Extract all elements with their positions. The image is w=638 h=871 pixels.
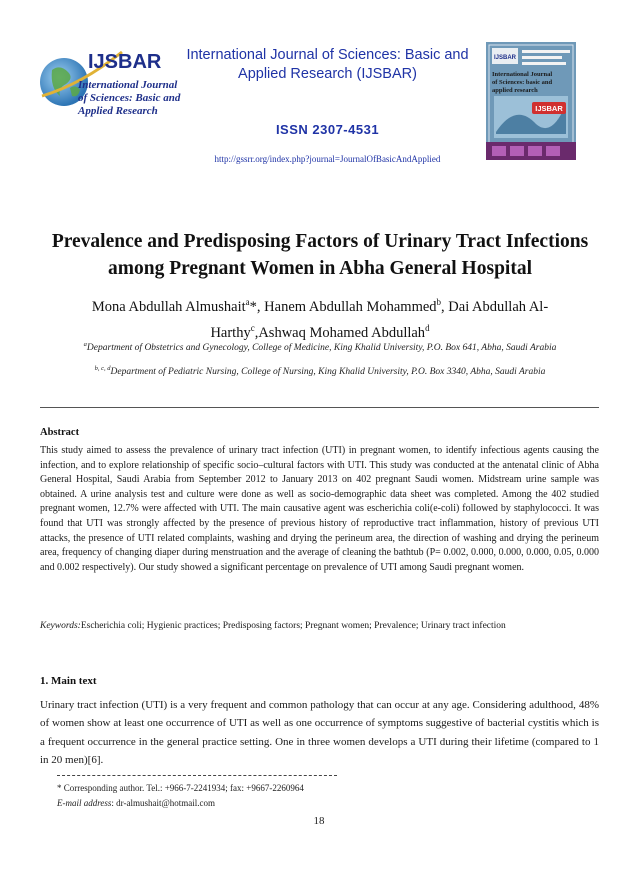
cover-title-line-1: International Journal <box>492 71 553 78</box>
corresponding-mark: * <box>249 298 257 315</box>
paper-title: Prevalence and Predisposing Factors of Urinary Tract Infections among Pregnant Women in Abha General Hospital <box>51 231 589 279</box>
journal-cover <box>486 42 576 160</box>
footnote <box>57 781 304 811</box>
author-separator: , <box>254 324 259 341</box>
cover-badge-acronym: IJSBAR <box>535 104 563 113</box>
cover-title-line-3: applied research <box>492 87 538 94</box>
logo-name-line-1: International Journal <box>78 79 178 91</box>
journal-url[interactable]: http://gssrr.org/index.php?journal=JournalOfBasicAndApplied <box>214 154 441 164</box>
logo-acronym: IJSBAR <box>88 51 162 73</box>
author-separator: , <box>256 298 265 315</box>
author-affil-sup: b <box>436 297 442 307</box>
author-name: Dai Abdullah Al-Harthy <box>210 298 549 341</box>
author-name: Mona Abdullah Almushait <box>91 298 246 315</box>
journal-logo <box>38 36 181 128</box>
author-affil-sup: a <box>245 297 250 307</box>
keywords-text: Escherichia coli; Hygienic practices; Predisposing factors; Pregnant women; Prevalence; Urinary tract infection <box>80 621 506 631</box>
email-address[interactable]: : dr-almushait@hotmail.com <box>111 798 216 808</box>
cover-acronym: IJSBAR <box>493 55 517 61</box>
keywords-label: Keywords: <box>40 621 81 631</box>
corresponding-author-note: * Corresponding author. Tel.: +966-7-2241934; fax: +9667-2260964 <box>57 783 304 793</box>
abstract-heading: Abstract <box>40 427 80 438</box>
affiliation-bcd <box>40 365 600 377</box>
main-text-heading: 1. Main text <box>40 675 97 687</box>
section-divider <box>40 407 599 408</box>
affiliation-text: Department of Obstetrics and Gynecology, College of Medicine, King Khalid University, P.O. Box 641, Abha, Saudi Arabia <box>86 343 557 354</box>
footnote-rule <box>57 775 337 776</box>
abstract-text: This study aimed to assess the prevalence of urinary tract infection (UTI) in pregnant women, to identify infectious agents causing the infection, and to explore relationship of specific socio–cultural factors with UTI. This study was conducted at the antenatal clinic of Abha General Hospital, Saudi Arabia from September 2012 to January 2013 on 402 pregnant Saudi women. Midstream urine sample was obtained. A urine analysis test and culture were done as well as socio-demographic data sheet was completed. Among the 402 studied pregnant women, 12.7% were affected with UTI. The main causative agent was escherichia coli(e-coli) followed by staphylococci. It was found that UTI was strongly affected by the presence of previous history of reproductive tract inflammation, history of previous UTI attacks, the presence of UTI related complaints, washing and drying the perineum area, the direction of washing and drying the perineum area, frequency of changing diaper during menstruation and the average of cleaning the bathtub (P= 0.002, 0.000, 0.000, 0.000, 0.05, 0.000 and 0.002 respectively). Our study showed a significant percentage on prevalence of UTI among Saudi pregnant women. <box>40 445 599 573</box>
cover-title-line-2: of Sciences: basic and <box>492 79 553 86</box>
logo-name-line-3: Applied Research <box>78 105 158 117</box>
affiliation-a <box>40 341 600 353</box>
affiliation-sup: b, c, d <box>94 365 111 372</box>
journal-title: International Journal of Sciences: Basic and Applied Research (IJSBAR) <box>186 47 469 82</box>
author-name: Hanem Abdullah Mohammed <box>264 298 437 315</box>
affiliation-text: Department of Pediatric Nursing, College of Nursing, King Khalid University, P.O. Box 3340, Abha, Saudi Arabia <box>110 367 546 378</box>
logo-name-line-2: of Sciences: Basic and <box>78 92 181 104</box>
email-label: E-mail address <box>57 798 112 808</box>
page-number: 18 <box>313 815 325 827</box>
main-text-paragraph: Urinary tract infection (UTI) is a very frequent and common pathology that can occur at any age. Considering adulthood, 48% of women show at least one occurrence of UTI as well as one occurrence of symptoms suggestive of bacterial cystitis which is a frequent occurrence in the general practice setting. One in three women develops a UTI during their lifetime (compared to 1 in 20 men)[6]. <box>40 699 599 766</box>
issn: ISSN 2307-4531 <box>275 122 380 137</box>
author-affil-sup: d <box>425 322 430 333</box>
author-list <box>50 292 590 344</box>
email-note <box>57 796 304 811</box>
author-name: Ashwaq Mohamed Abdullah <box>258 324 426 341</box>
author-separator: , <box>441 298 449 315</box>
affiliation-sup: a <box>83 341 87 348</box>
keywords <box>40 621 599 631</box>
author-affil-sup: c <box>250 322 255 333</box>
